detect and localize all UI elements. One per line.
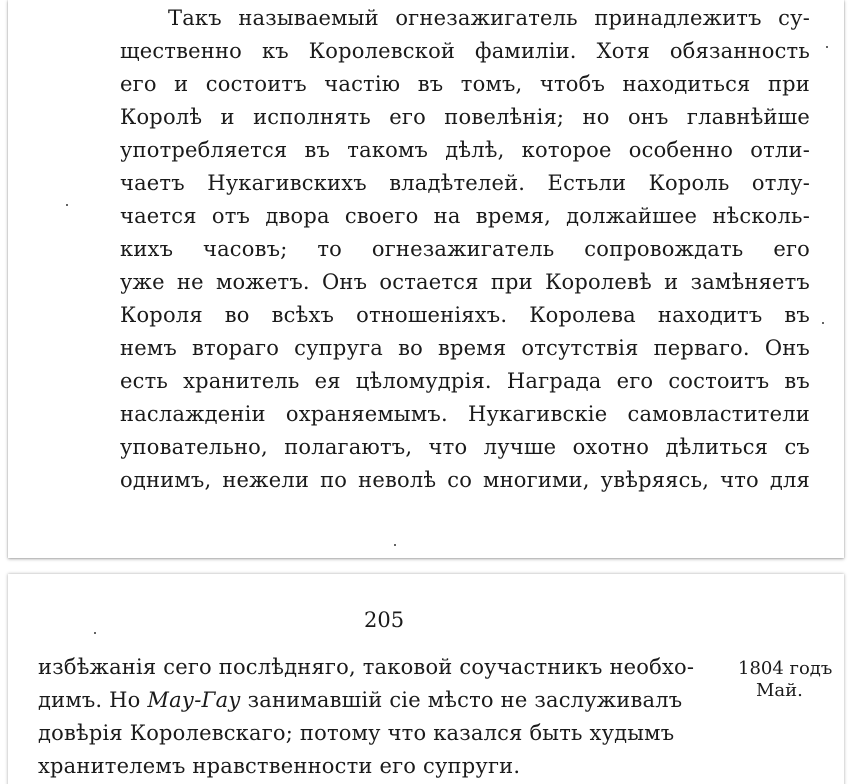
margin-note-year: 1804 годъ — [738, 658, 833, 679]
scan-speck — [66, 204, 68, 206]
person-name: Мау-Гау — [147, 688, 241, 712]
margin-note-month: Май. — [756, 680, 803, 701]
text-line: наслажденіи охраняемымъ. Нукагивскіе самовластители — [120, 402, 810, 426]
text-line: употребляется въ такомъ дѣлѣ, которое особенно отли- — [120, 138, 810, 162]
text-line: довѣрія Королевскаго; потому что казался быть худымъ — [38, 721, 675, 745]
text-line: его и состоитъ частію въ томъ, чтобъ находиться при — [120, 72, 810, 96]
text-line: Короля во всѣхъ отношеніяхъ. Королева находитъ въ — [120, 303, 810, 327]
scan-speck — [826, 46, 828, 48]
text-line: избѣжанія сего послѣдняго, таковой соучастникъ необхо- — [38, 655, 695, 679]
text-line: щественно къ Королевской фамиліи. Хотя обязанность — [120, 39, 810, 63]
text-line: однимъ, нежели по неволѣ со многими, увѣряясь, что для — [120, 468, 810, 492]
text-line: немъ втораго супруга во время отсутствія перваго. Онъ — [120, 336, 810, 360]
scan-speck — [394, 544, 396, 546]
text-segment: димъ. Но — [38, 688, 148, 712]
scan-speck — [822, 322, 824, 324]
text-line: Королѣ и исполнять его повелѣнія; но онъ главнѣйше — [120, 105, 810, 129]
text-line: чается отъ двора своего на время, должайшее нѣсколь- — [120, 204, 810, 228]
scan-speck — [94, 632, 96, 634]
text-line: уповательно, полагаютъ, что лучше охотно дѣлиться съ — [120, 435, 810, 459]
text-line: Такъ называемый огнезажигатель принадлежитъ су- — [168, 6, 810, 30]
text-line — [38, 684, 682, 717]
text-line: кихъ часовъ; то огнезажигатель сопровождать его — [120, 237, 810, 261]
text-segment: занимавшій сіе мѣсто не заслуживалъ — [240, 688, 683, 712]
text-line: есть хранитель ея цѣломудрія. Награда его состоитъ въ — [120, 369, 810, 393]
page-number: 205 — [364, 608, 405, 632]
text-line: чаетъ Нукагивскихъ владѣтелей. Естьли Король отлу- — [120, 171, 810, 195]
top-book-page — [8, 0, 844, 558]
bottom-book-page — [8, 574, 844, 784]
text-line: хранителемъ нравственности его супруги. — [38, 754, 521, 778]
text-line: уже не можетъ. Онъ остается при Королевѣ и замѣняетъ — [120, 270, 810, 294]
